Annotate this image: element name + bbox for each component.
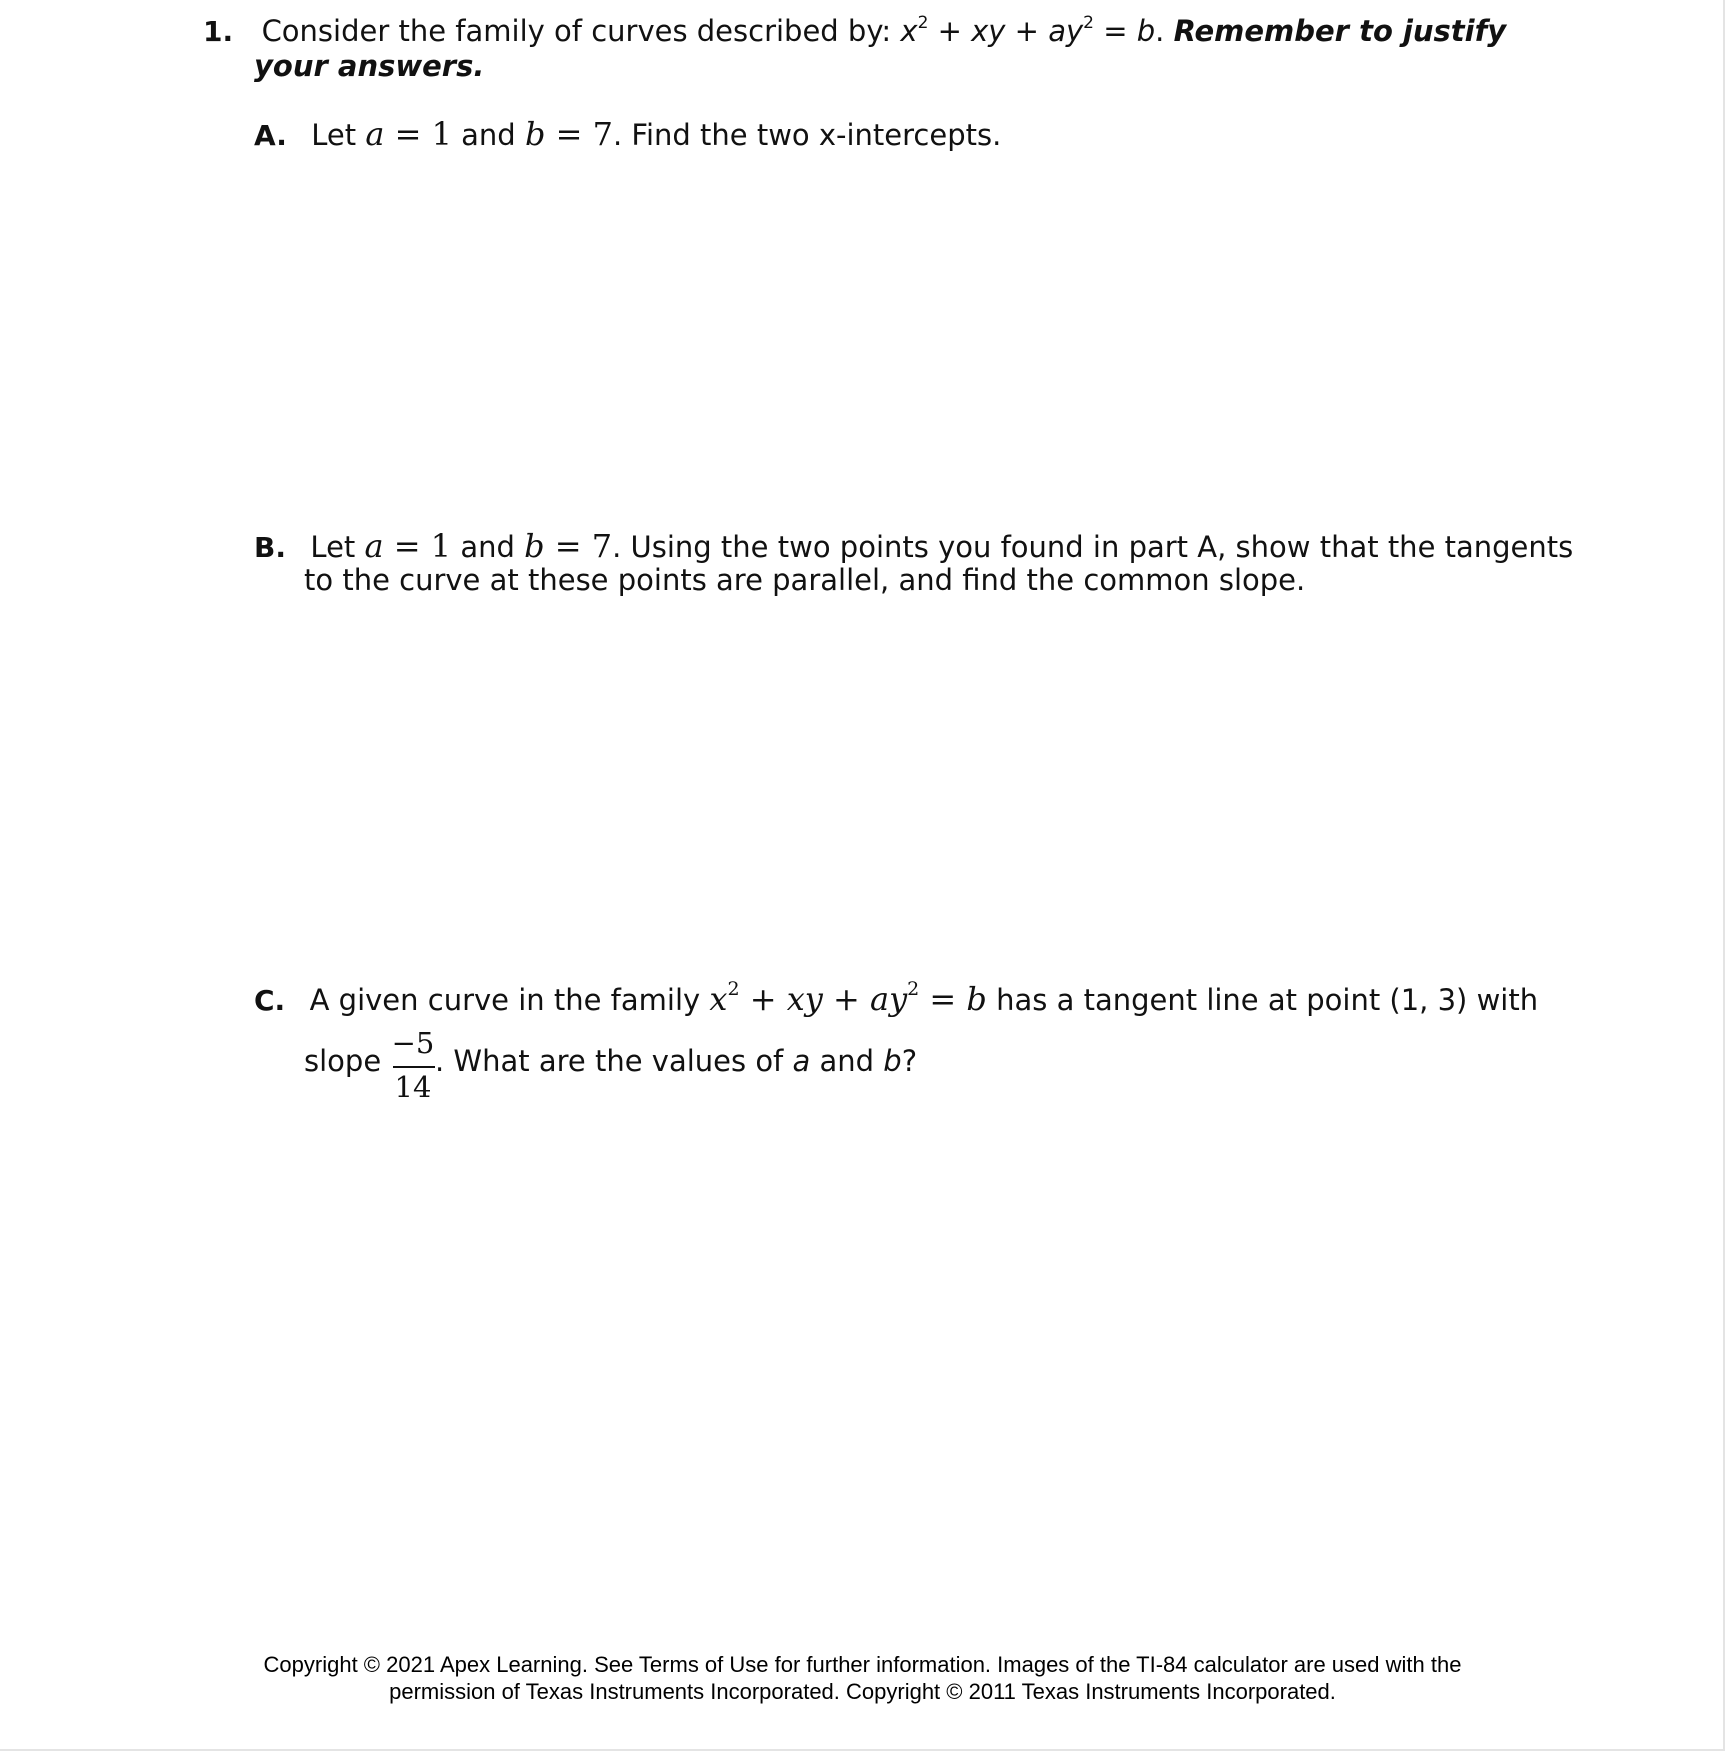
part-b-a-value: 1 <box>430 527 452 565</box>
part-a-and: and <box>461 118 516 152</box>
part-c <box>254 978 1539 1021</box>
part-c-b-var: b <box>883 1044 902 1078</box>
part-a-label: A. <box>254 119 287 152</box>
instruction-line2: your answers. <box>254 49 485 83</box>
part-b-label: B. <box>254 531 286 564</box>
question-equation: $x^2$ + xy + $ay^2 = b$. <box>900 13 1165 48</box>
fraction-bar <box>393 1066 435 1068</box>
question-intro: Consider the family of curves described by: <box>261 14 892 48</box>
part-c-label: C. <box>254 984 286 1017</box>
part-a: A. Let a = 1 and b = 7. Find the two x-intercepts. <box>254 115 1002 153</box>
question-number: 1. <box>203 15 234 48</box>
part-c-tangent-text: has a tangent line at point (1, 3) with <box>996 983 1539 1017</box>
slope-denominator: 14 <box>394 1070 432 1104</box>
part-a-task: . Find the two x-intercepts. <box>612 118 1002 152</box>
part-b-b-value: 7 <box>591 527 613 565</box>
part-c-intro: A given curve in the family <box>309 983 701 1017</box>
part-c-and: and <box>819 1044 875 1078</box>
copyright-line2: permission of Texas Instruments Incorporated. Copyright © 2011 Texas Instruments Incorporated. <box>389 1679 1336 1704</box>
part-c-question <box>435 1044 917 1078</box>
question-header <box>203 14 1506 53</box>
part-a-let: Let <box>311 118 357 152</box>
part-b-task-line2: to the curve at these points are parallel, and find the common slope. <box>304 563 1306 597</box>
copyright-line1: Copyright © 2021 Apex Learning. See Terms of Use for further information. Images of the TI-84 calculator are used with the <box>263 1652 1462 1677</box>
part-c-slope-word: slope <box>304 1044 382 1078</box>
part-b-let: Let <box>310 530 356 564</box>
part-c-a-var: a <box>792 1044 811 1078</box>
part-c-question-mark: ? <box>901 1044 918 1078</box>
part-c-question-text: . What are the values of <box>435 1044 784 1078</box>
slope-numerator: −5 <box>391 1026 435 1060</box>
part-a-b-value: 7 <box>592 115 613 153</box>
part-b: B. Let a = 1 and b = 7. Using the two points you found in part A, show that the tangents <box>254 527 1574 565</box>
instruction-line1: Remember to justify <box>1173 14 1507 48</box>
part-c-equation: $x^2$ + xy + $ay^2 = b$ <box>709 978 987 1018</box>
part-b-task-line1: . Using the two points you found in part A, show that the tangents <box>612 530 1574 564</box>
part-a-a-value: 1 <box>431 115 452 153</box>
part-b-and: and <box>460 530 515 564</box>
